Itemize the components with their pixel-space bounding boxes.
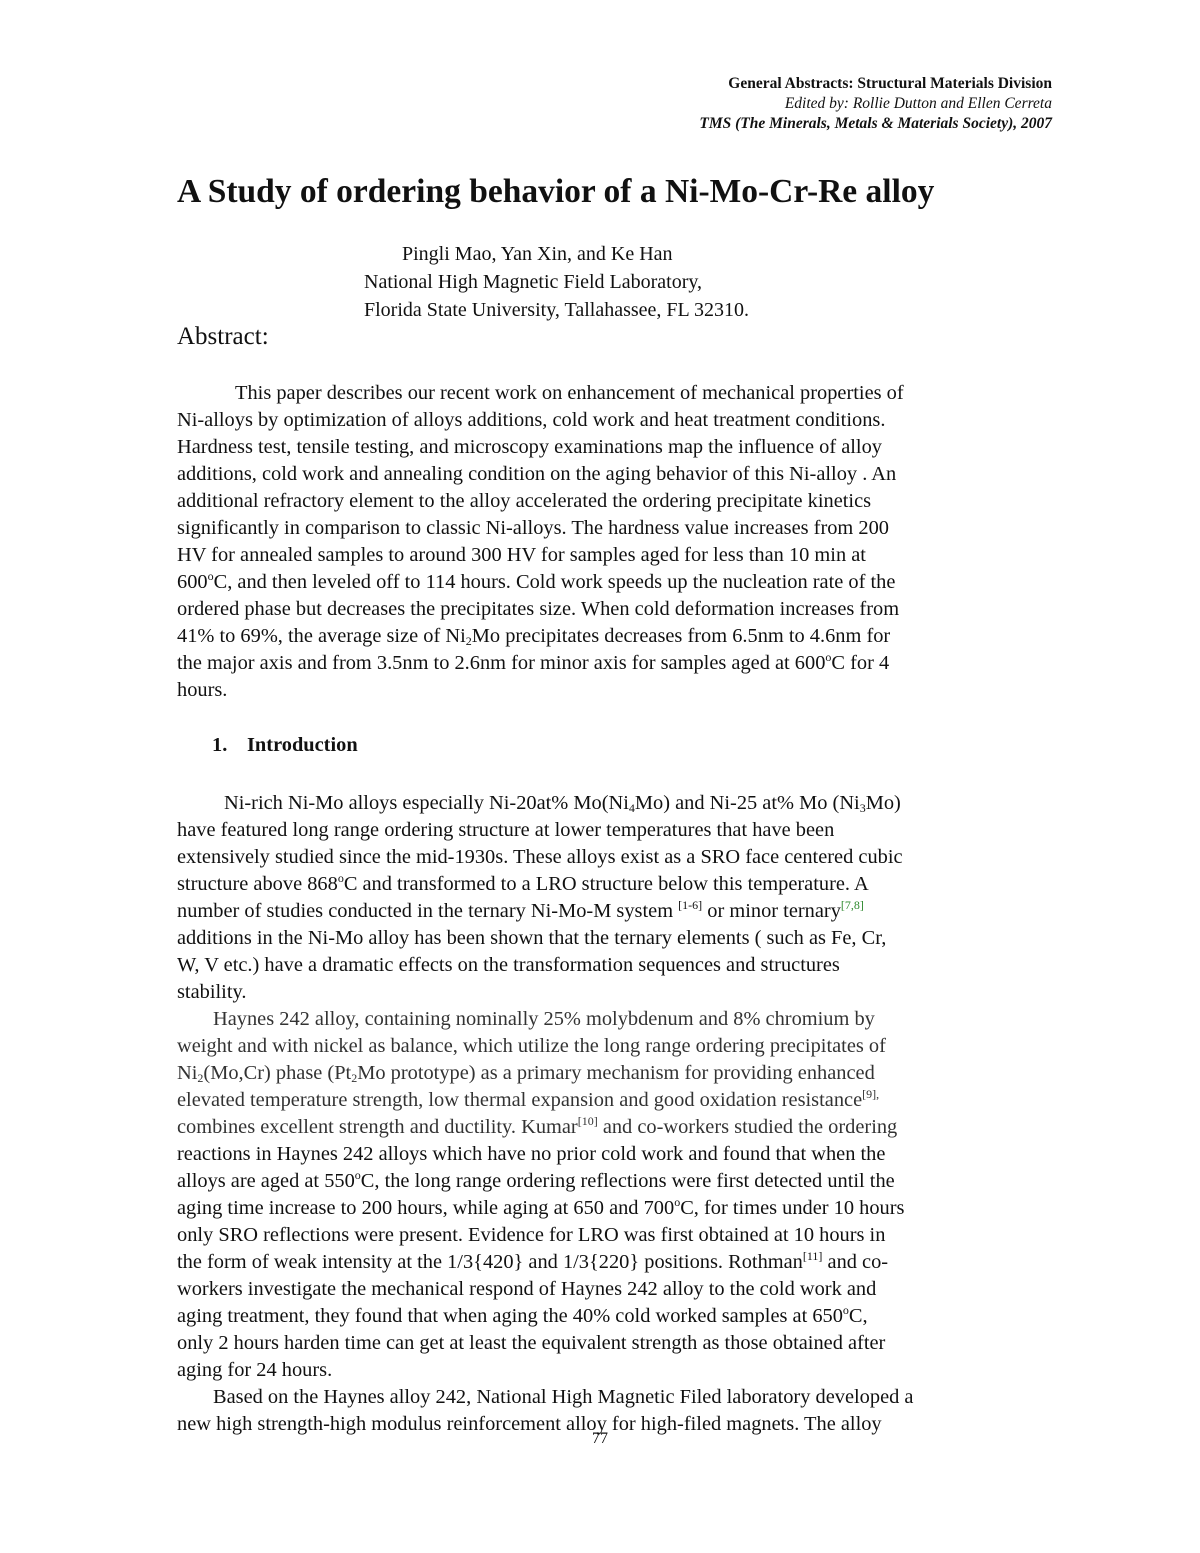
- abstract-text: [177, 380, 1037, 704]
- intro-line: W, V etc.) have a dramatic effects on the transformation sequences and structures: [177, 954, 840, 976]
- section-title: Introduction: [247, 734, 358, 756]
- abstract-line: 41% to 69%, the average size of $Ni_2Mo$ precipitates decreases from 6.5nm to 4.6nm for: [177, 625, 891, 648]
- intro-line: aging for 24 hours.: [177, 1359, 333, 1381]
- intro-line: additions in the Ni-Mo alloy has been shown that the ternary elements ( such as Fe, Cr,: [177, 927, 887, 949]
- header-publisher: TMS (The Minerals, Metals & Materials Society), 2007: [699, 115, 1052, 132]
- intro-line: the form of weak intensity at the 1/3{420} and 1/3{220} positions. Rothman[11] and co-: [177, 1249, 889, 1273]
- paper-title: A Study of ordering behavior of a Ni-Mo-Cr-Re alloy: [177, 173, 935, 210]
- intro-line: aging time increase to 200 hours, while aging at 650 and 700$^o$C, for times under 10 hours: [177, 1195, 905, 1219]
- intro-line: number of studies conducted in the ternary Ni-Mo-M system [1-6] or minor ternary[7,8]: [177, 898, 864, 922]
- intro-line: aging treatment, they found that when aging the 40% cold worked samples at 650$^o$C,: [177, 1303, 868, 1327]
- intro-line: Haynes 242 alloy, containing nominally 25% molybdenum and 8% chromium by: [213, 1008, 875, 1030]
- citation-9: [9],: [862, 1087, 880, 1101]
- abstract-line: Ni-alloys by optimization of alloys additions, cold work and heat treatment conditions.: [177, 409, 886, 431]
- intro-line: weight and with nickel as balance, which utilize the long range ordering precipitates of: [177, 1035, 886, 1057]
- intro-line: stability.: [177, 981, 247, 1003]
- abstract-line: Hardness test, tensile testing, and microscopy examinations map the influence of alloy: [177, 436, 882, 458]
- abstract-line: the major axis and from 3.5nm to 2.6nm for minor axis for samples aged at 600$^o$C for 4: [177, 650, 890, 674]
- intro-line: combines excellent strength and ductility. Kumar[10] and co-workers studied the ordering: [177, 1114, 898, 1138]
- intro-line: have featured long range ordering structure at lower temperatures that have been: [177, 819, 835, 841]
- abstract-line: This paper describes our recent work on enhancement of mechanical properties of: [235, 382, 904, 404]
- abstract-line: additions, cold work and annealing condition on the aging behavior of this Ni-alloy . An: [177, 463, 897, 485]
- author-block: [364, 240, 749, 324]
- intro-line: alloys are aged at 550$^o$C, the long range ordering reflections were first detected until the: [177, 1168, 895, 1192]
- intro-line: structure above 868$^o$C and transformed to a LRO structure below this temperature. A: [177, 871, 869, 895]
- intro-line: elevated temperature strength, low thermal expansion and good oxidation resistance$^{[9],}$: [177, 1087, 880, 1111]
- citation-10: [10]: [577, 1114, 598, 1128]
- author-names: Pingli Mao, Yan Xin, and Ke Han: [402, 243, 673, 265]
- header-editors: Edited by: Rollie Dutton and Ellen Cerreta: [784, 95, 1052, 112]
- intro-line: reactions in Haynes 242 alloys which have no prior cold work and found that when the: [177, 1143, 886, 1165]
- introduction-text: [177, 790, 1037, 1438]
- running-header: [699, 74, 1052, 134]
- intro-line: workers investigate the mechanical respond of Haynes 242 alloy to the cold work and: [177, 1278, 877, 1300]
- citation-7-8: [7,8]: [840, 898, 864, 912]
- intro-line: extensively studied since the mid-1930s. These alloys exist as a SRO face centered cubic: [177, 846, 903, 868]
- abstract-line: additional refractory element to the alloy accelerated the ordering precipitate kinetics: [177, 490, 872, 512]
- intro-line: new high strength-high modulus reinforcement alloy for high-filed magnets. The alloy: [177, 1413, 882, 1435]
- intro-line: Ni-rich Ni-Mo alloys especially Ni-20at% $Mo(Ni_4Mo)$ and Ni-25 at% Mo $(Ni_3Mo)$: [224, 792, 901, 815]
- header-division: General Abstracts: Structural Materials Division: [728, 75, 1052, 92]
- intro-line: only 2 hours harden time can get at least the equivalent strength as those obtained after: [177, 1332, 886, 1354]
- abstract-line: 600$^o$C, and then leveled off to 114 hours. Cold work speeds up the nucleation rate of the: [177, 569, 896, 593]
- citation-11: [11]: [802, 1249, 823, 1263]
- abstract-heading: Abstract:: [177, 323, 269, 350]
- intro-line: only SRO reflections were present. Evidence for LRO was first obtained at 10 hours in: [177, 1224, 886, 1246]
- intro-line: Based on the Haynes alloy 242, National High Magnetic Filed laboratory developed a: [213, 1386, 914, 1408]
- citation-1-6: [1-6]: [678, 898, 703, 912]
- section-number: 1.: [212, 734, 228, 756]
- affiliation-line-1: National High Magnetic Field Laboratory,: [364, 271, 703, 293]
- affiliation-line-2: Florida State University, Tallahassee, FL 32310.: [364, 299, 750, 321]
- abstract-line: HV for annealed samples to around 300 HV for samples aged for less than 10 min at: [177, 544, 866, 566]
- intro-line: $Ni_2(Mo,Cr)$ phase ($Pt_2Mo$ prototype) as a primary mechanism for providing enhanced: [177, 1062, 875, 1085]
- abstract-line: ordered phase but decreases the precipitates size. When cold deformation increases from: [177, 598, 900, 620]
- abstract-line: hours.: [177, 679, 228, 701]
- abstract-line: significantly in comparison to classic Ni-alloys. The hardness value increases from 200: [177, 517, 889, 539]
- section-heading-introduction: [212, 731, 358, 759]
- page-number: 77: [592, 1430, 608, 1447]
